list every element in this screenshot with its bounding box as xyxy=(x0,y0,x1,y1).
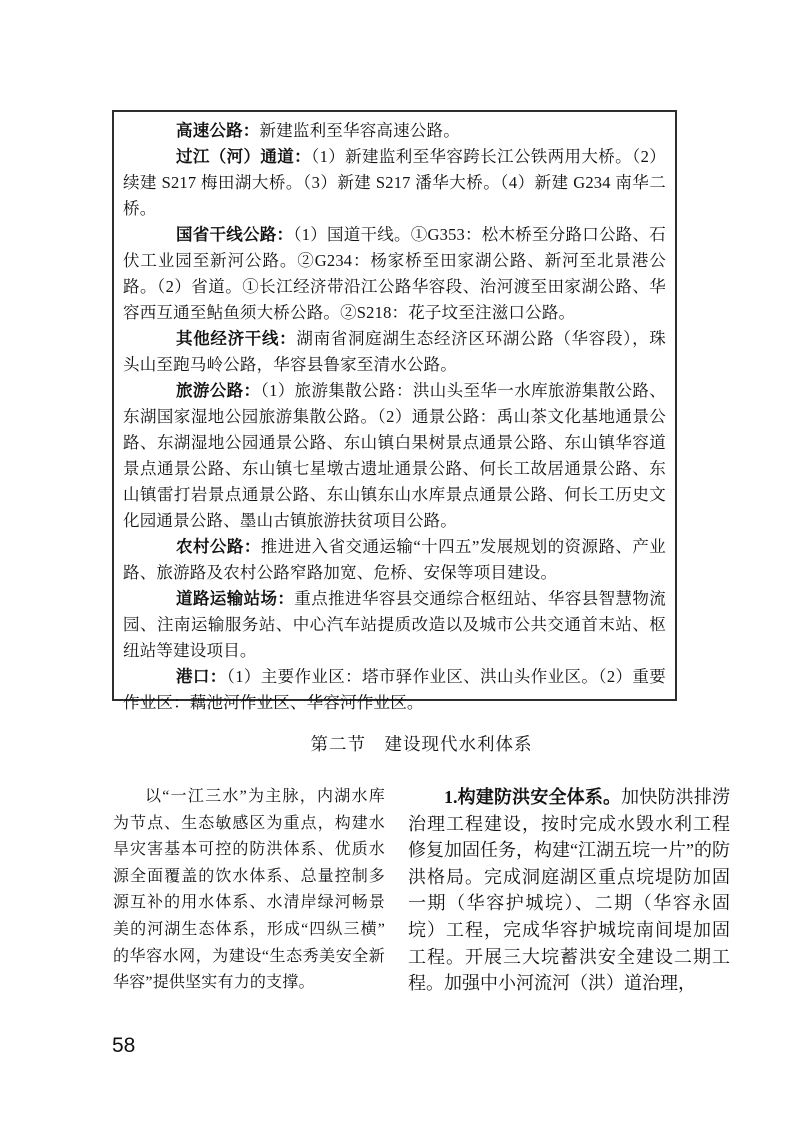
page-number: 58 xyxy=(112,1034,136,1057)
right-column-lead: 1.构建防洪安全体系。 xyxy=(444,787,622,807)
right-column-paragraph xyxy=(408,784,730,997)
box-paragraph-text: （1）新建监利至华容跨长江公铁两用大桥。（2）续建 S217 梅田湖大桥。（3）新建 S217 潘华大桥。（4）新建 G234 南华二桥。 xyxy=(123,147,666,218)
box-paragraph-label: 其他经济干线： xyxy=(176,329,297,348)
left-column-paragraph: 以“一江三水”为主脉，内湖水库为节点、生态敏感区为重点，构建水旱灾害基本可控的防洪体系、优质水源全面覆盖的饮水体系、总量控制多源互补的用水体系、水清岸绿河畅景美的河湖生态体系，形成“四纵三横”的华容水网，为建设“生态秀美安全新华容”提供坚实有力的支撑。 xyxy=(113,788,385,992)
box-paragraph-text: （1）旅游集散公路：洪山头至华一水库旅游集散公路、东湖国家湿地公园旅游集散公路。（2）通景公路：禹山茶文化基地通景公路、东湖湿地公园通景公路、东山镇白果树景点通景公路、东山镇华容道景点通景公路、东山镇七星墩古遗址通景公路、何长工故居通景公路、东山镇雷打岩景点通景公路、东山镇东山水库景点通景公路、何长工历史文化园通景公路、墨山古镇旅游扶贫项目公路。 xyxy=(123,381,667,530)
box-paragraph-label: 高速公路： xyxy=(176,121,260,140)
box-paragraph-expressway xyxy=(123,118,666,144)
box-paragraph-tourism-roads xyxy=(123,378,666,534)
box-paragraph-transport-stations xyxy=(123,586,666,664)
box-paragraph-ports xyxy=(123,664,666,716)
box-paragraph-label: 旅游公路： xyxy=(176,381,261,400)
box-paragraph-text: （1）国道干线。①G353：松木桥至分路口公路、石伏工业园至新河公路。②G234：杨家桥至田家湖公路、新河至北景港公路。（2）省道。①长江经济带沿江公路华容段、治河渡至田家湖公路、华容西互通至鲇鱼须大桥公路。②S218：花子坟至注滋口公路。 xyxy=(123,225,666,322)
box-paragraph-text: 湖南省洞庭湖生态经济区环湖公路（华容段），珠头山至跑马岭公路，华容县鲁家至清水公路。 xyxy=(123,329,666,374)
box-paragraph-text: 新建监利至华容高速公路。 xyxy=(259,121,460,140)
box-paragraph-text: 推进进入省交通运输“十四五”发展规划的资源路、产业路、旅游路及农村公路窄路加宽、危桥、安保等项目建设。 xyxy=(123,537,667,582)
box-paragraph-label: 国省干线公路： xyxy=(176,225,294,244)
box-paragraph-rural-roads xyxy=(123,534,666,586)
box-paragraph-label: 农村公路： xyxy=(176,537,261,556)
box-paragraph-label: 过江（河）通道： xyxy=(176,147,312,166)
section-heading: 第二节 建设现代水利体系 xyxy=(310,734,533,754)
two-column-body xyxy=(113,784,730,997)
box-paragraph-other-economic-lines xyxy=(123,326,666,378)
box-paragraph-label: 港口： xyxy=(176,667,227,686)
box-paragraph-text: 重点推进华容县交通综合枢纽站、华容县智慧物流园、注南运输服务站、中心汽车站提质改造以及城市公共交通首末站、枢纽站等建设项目。 xyxy=(123,589,666,660)
box-paragraph-label: 道路运输站场： xyxy=(176,589,295,608)
box-paragraph-river-crossings xyxy=(123,144,666,222)
box-paragraph-text: （1）主要作业区：塔市驿作业区、洪山头作业区。（2）重要作业区：藕池河作业区、华容河作业区。 xyxy=(123,667,666,712)
right-column-text: 加快防洪排涝治理工程建设，按时完成水毁水利工程修复加固任务，构建“江湖五垸一片”的防洪格局。完成洞庭湖区重点垸堤防加固一期（华容护城垸）、二期（华容永固垸）工程，完成华容护城垸南间堤加固工程。开展三大垸蓄洪安全建设二期工程。加强中小河流河（洪）道治理， xyxy=(408,787,731,994)
box-paragraph-trunk-roads xyxy=(123,222,666,326)
transport-projects-box xyxy=(112,110,677,712)
